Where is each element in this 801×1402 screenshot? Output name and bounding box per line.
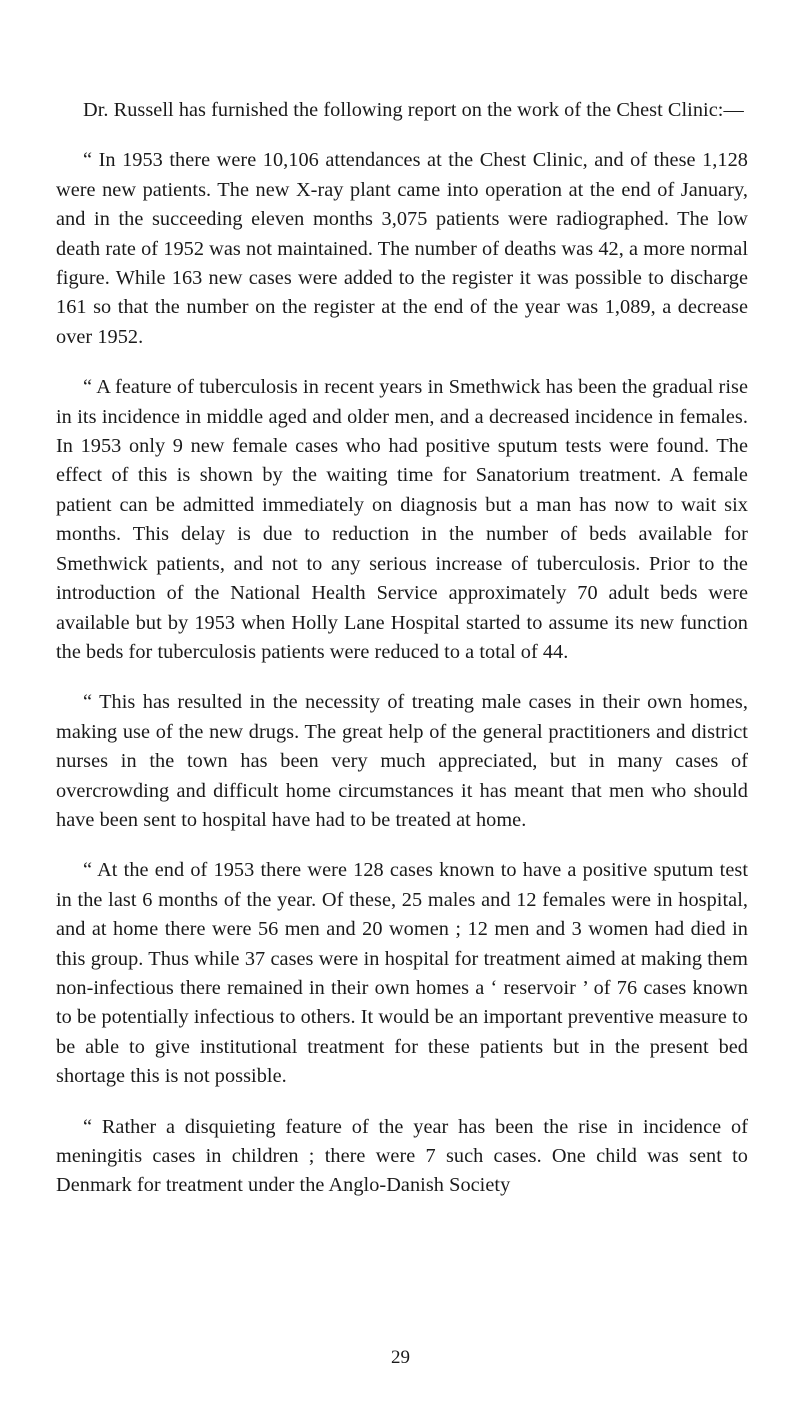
paragraph-positive-sputum-cases: “ At the end of 1953 there were 128 cases known to have a positive sputum test in the last 6 months of the year. Of these, 25 males and 12 females were in hospital, and at home there were 56 men and 20 women ; 12 men and 3 women had died in this group. Thus while 37 cases were in hospital for treatment aimed at making them non-infectious there remained in their own homes a ‘ reservoir ’ of 76 cases known to be potentially infectious to others. It would be an important preventive measure to be able to give institutional treatment for these patients but in the present bed shortage this is not possible. [56, 859, 748, 1088]
report-page [56, 96, 748, 1201]
paragraph-tuberculosis-incidence: “ A feature of tuberculosis in recent years in Smethwick has been the gradual rise in its incidence in middle aged and older men, and a decreased incidence in females. In 1953 only 9 new female cases who had positive sputum tests were found. The effect of this is shown by the waiting time for Sanatorium treatment. A female patient can be admitted immediately on diagnosis but a man has now to wait six months. This delay is due to reduction in the number of beds available for Smethwick patients, and not to any serious increase of tuberculosis. Prior to the introduction of the National Health Service approximately 70 adult beds were available but by 1953 when Holly Lane Hospital started to assume its new function the beds for tuberculosis patients were reduced to a total of 44. [56, 376, 748, 663]
paragraph-meningitis-cases: “ Rather a disquieting feature of the year has been the rise in incidence of meningitis cases in children ; there were 7 such cases. One child was sent to Denmark for treatment under the Anglo-Danish Society [56, 1115, 748, 1197]
intro-paragraph: Dr. Russell has furnished the following report on the work of the Chest Clinic:— [83, 99, 744, 121]
page-number: 29 [391, 1347, 410, 1368]
paragraph-home-treatment: “ This has resulted in the necessity of treating male cases in their own homes, making use of the new drugs. The great help of the general practitioners and district nurses in the town has been very much appreciated, but in many cases of overcrowding and difficult home circumstances it has meant that men who should have been sent to hospital have had to be treated at home. [56, 691, 748, 831]
paragraph-chest-clinic-statistics: “ In 1953 there were 10,106 attendances at the Chest Clinic, and of these 1,128 were new patients. The new X-ray plant came into operation at the end of January, and in the succeeding eleven months 3,075 patients were radiographed. The low death rate of 1952 was not maintained. The number of deaths was 42, a more normal figure. While 163 new cases were added to the register it was possible to discharge 161 so that the number on the register at the end of the year was 1,089, a decrease over 1952. [56, 149, 748, 348]
